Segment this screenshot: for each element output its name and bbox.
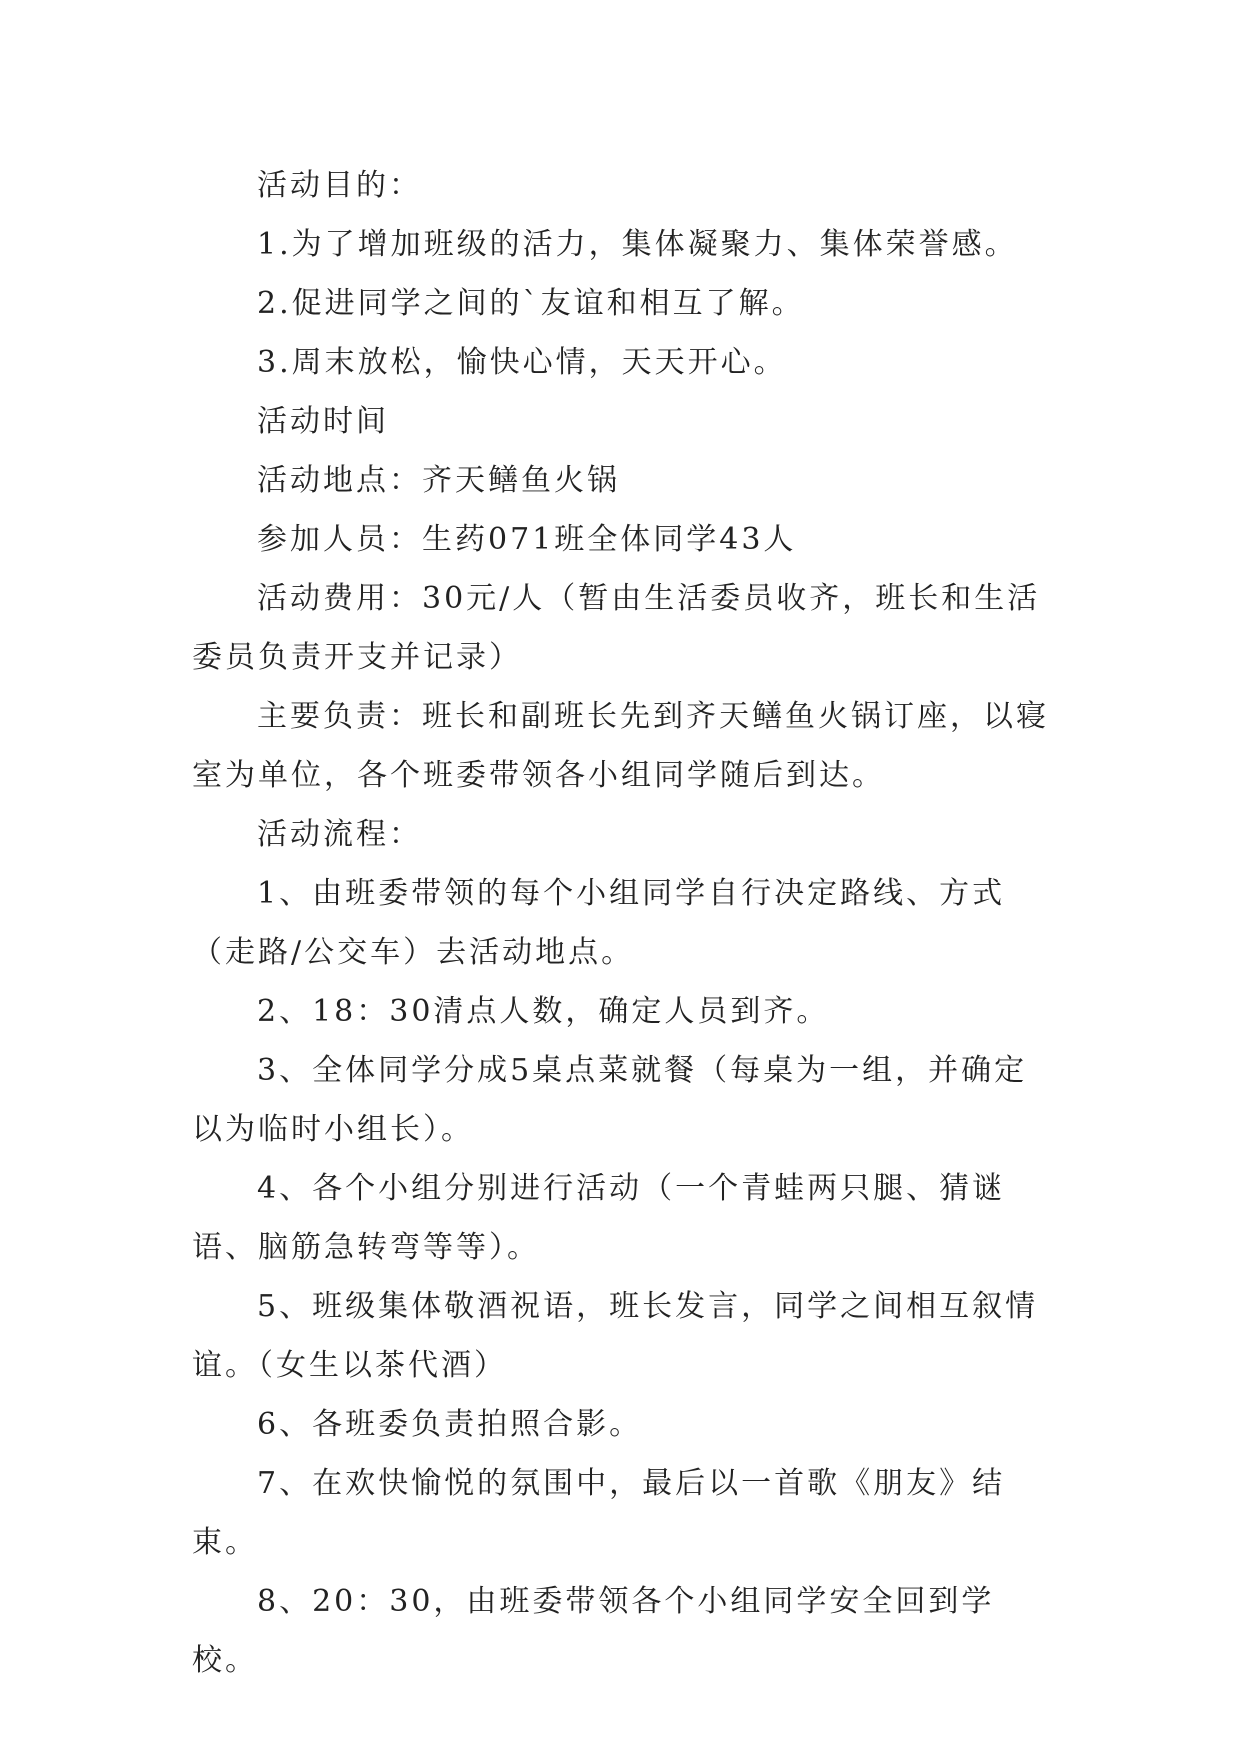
participants: 参加人员：生药071班全体同学43人 <box>257 522 797 557</box>
activity-time: 活动时间 <box>257 404 389 439</box>
process-step-4: 4、各个小组分别进行活动（一个青蛙两只腿、猜谜语、脑筋急转弯等等）。 <box>192 1171 1006 1265</box>
section-heading-purpose: 活动目的： <box>257 168 422 203</box>
purpose-item-2: 2.促进同学之间的`友谊和相互了解。 <box>257 286 805 321</box>
process-step-2: 2、18：30清点人数，确定人员到齐。 <box>257 994 830 1029</box>
process-step-1: 1、由班委带领的每个小组同学自行决定路线、方式（走路/公交车）去活动地点。 <box>192 876 1006 970</box>
process-step-5: 5、班级集体敬酒祝语，班长发言，同学之间相互叙情谊。（女生以茶代酒） <box>192 1289 1039 1383</box>
process-step-8: 8、20：30，由班委带领各个小组同学安全回到学校。 <box>192 1584 995 1678</box>
document-body <box>192 156 1052 1690</box>
activity-cost: 活动费用：30元/人（暂由生活委员收齐，班长和生活委员负责开支并记录） <box>192 581 1041 675</box>
process-step-7: 7、在欢快愉悦的氛围中，最后以一首歌《朋友》结束。 <box>192 1466 1006 1560</box>
purpose-item-3: 3.周末放松，愉快心情，天天开心。 <box>257 345 787 380</box>
activity-location: 活动地点：齐天鳝鱼火锅 <box>257 463 620 498</box>
section-heading-process: 活动流程： <box>257 817 422 852</box>
process-step-6: 6、各班委负责拍照合影。 <box>257 1407 643 1442</box>
main-responsibility: 主要负责：班长和副班长先到齐天鳝鱼火锅订座，以寝室为单位，各个班委带领各小组同学随后到达。 <box>192 699 1049 793</box>
process-step-3: 3、全体同学分成5桌点菜就餐（每桌为一组，并确定以为临时小组长）。 <box>192 1053 1028 1147</box>
purpose-item-1: 1.为了增加班级的活力，集体凝聚力、集体荣誉感。 <box>257 227 1018 262</box>
